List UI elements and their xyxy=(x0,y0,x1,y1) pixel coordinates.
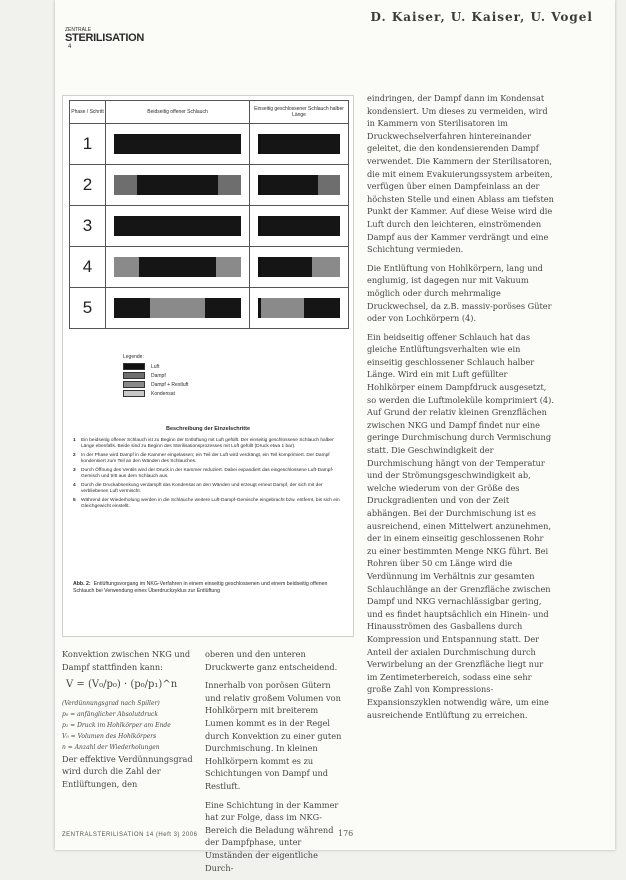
closed-tube xyxy=(258,216,340,236)
formula-lhs: V xyxy=(66,679,74,691)
journal-footer: ZENTRALSTERILISATION 14 (Heft 3) 2006 xyxy=(62,832,198,838)
open-tube-cell xyxy=(106,206,250,246)
variable-definition: p₁ = Druck im Hohlkörper am Ende xyxy=(62,721,171,729)
open-tube xyxy=(114,216,241,236)
legend-item xyxy=(123,381,188,388)
open-tube-cell xyxy=(106,124,250,164)
legend-swatch-steam xyxy=(123,372,145,379)
paper-page xyxy=(55,0,615,873)
legend-swatch-condensate xyxy=(123,390,145,397)
figure-grid xyxy=(69,100,349,329)
grid-header xyxy=(70,101,348,124)
right-column xyxy=(367,92,555,727)
legend-swatch-air xyxy=(123,363,145,370)
description-list xyxy=(73,438,347,513)
closed-tube xyxy=(258,175,340,195)
legend-swatch-mix xyxy=(123,381,145,388)
caption-label: Abb. 2: xyxy=(73,581,91,587)
caption-text: Entlüftungsvorgang im NKG-Verfahren in einem einseitig geschlossenen und einem beidseitig offenen Schlauch bei Verwendung eines Überdruckzyklus zur Entlüftung xyxy=(73,581,328,594)
closed-tube-cell xyxy=(250,206,348,246)
legend-label: Dampf + Restluft xyxy=(151,381,189,388)
legend-label: Kondensat xyxy=(151,390,175,397)
paragraph: oberen und den unteren Druckwerte ganz entscheidend. xyxy=(205,649,338,672)
legend-label: Luft xyxy=(151,363,160,370)
legend-item xyxy=(123,390,188,397)
description-item: 5 Während der Wiederholung werden in die Schläuche weitere Luft-Dampf-Gemische eingebracht bzw. entfernt, bis sich ein Gleichgewicht einstellt. xyxy=(73,498,340,509)
page-number: 176 xyxy=(338,829,354,838)
paragraph: eindringen, der Dampf dann im Kondensat kondensiert. Um dieses zu vermeiden, wird in Kammern von Sterilisatoren im Druckwechselverfahren hintereinander geleitet, die den kondensierenden Dampf verwendet. Die Kammern der Sterilisatoren, die mit einem Evakuierungssystem arbeiten, verfügen über einen Dampfeinlass an der höchsten Stelle und einen Ablass am tiefsten Punkt der Kammer. Auf diese Weise wird die Luft durch den leichteren, einströmenden Dampf aus der Kammer verdrängt und eine Schichtung vermieden. xyxy=(367,93,554,255)
variable-definition: n = Anzahl der Wiederholungen xyxy=(62,743,160,751)
header-phase: Phase / Schritt xyxy=(70,101,106,123)
formula-rhs: = (V₀/p₀) · (p₀/p₁)^n xyxy=(76,679,178,691)
open-tube-cell xyxy=(106,288,250,328)
phase-number: 3 xyxy=(70,206,106,246)
closed-tube xyxy=(258,257,340,277)
grid-row xyxy=(70,288,348,328)
closed-tube-cell xyxy=(250,124,348,164)
left-column xyxy=(62,648,200,797)
header-closed-tube: Einseitig geschlossener Schlauch halber Länge xyxy=(254,106,344,118)
phase-number: 5 xyxy=(70,288,106,328)
description-item: 2 In der Phase wird Dampf in die Kammer eingelassen; ein Teil der Luft wird verdrängt, ein Teil komprimiert. Der Dampf kondensiert zum Teil an den Wänden des Schlauches. xyxy=(73,453,330,464)
figure-caption xyxy=(73,581,347,595)
description-title: Beschreibung der Einzelschritte xyxy=(165,426,251,432)
description-item: 4 Durch die Druckabsenkung verdampft das Kondensat an den Wänden und erzeugt erneut Dampf, der sich mit der verbliebenen Luft vermischt. xyxy=(73,483,323,494)
closed-tube xyxy=(258,134,340,154)
variable-definition: p₀ = anfänglicher Absolutdruck xyxy=(62,710,159,718)
open-tube-cell xyxy=(106,165,250,205)
authors: D. Kaiser, U. Kaiser, U. Vogel xyxy=(370,10,593,24)
paragraph: Innerhalb von porösen Gütern und relativ großem Volumen von Hohlkörpern mit breiterem Lumen kommt es in der Regel durch Konvektion zu einer guten Durchmischung. In kleinen Hohlkörpern kommt es zu Schichtungen von Dampf und Restluft. xyxy=(205,680,342,791)
figure-legend xyxy=(123,354,188,399)
header-open-tube: Beidseitig offener Schlauch xyxy=(106,101,250,123)
variable-definition: V₀ = Volumen des Hohlkörpers xyxy=(62,732,157,740)
open-tube xyxy=(114,175,241,195)
middle-column xyxy=(205,648,343,880)
open-tube xyxy=(114,134,241,154)
closed-tube-cell xyxy=(250,247,348,287)
open-tube-cell xyxy=(106,247,250,287)
phase-number: 2 xyxy=(70,165,106,205)
figure-2 xyxy=(62,95,354,637)
phase-number: 1 xyxy=(70,124,106,164)
logo-small-text: ZENTRALE xyxy=(65,27,92,33)
closed-tube xyxy=(258,298,340,318)
legend-item xyxy=(123,363,188,370)
grid-row xyxy=(70,165,348,206)
grid-row xyxy=(70,206,348,247)
closed-tube-cell xyxy=(250,288,348,328)
legend-label: Dampf xyxy=(151,372,166,379)
paragraph: Der effektive Verdünnungsgrad wird durch die Zahl der Entlüftungen, den xyxy=(62,753,193,789)
legend-item xyxy=(123,372,188,379)
paragraph: Eine Schichtung in der Kammer hat zur Folge, dass im NKG-Bereich die Beladung während der Dampfphase, unter Umständen der eigentliche Durch- xyxy=(205,799,339,873)
grid-row xyxy=(70,124,348,165)
journal-logo xyxy=(65,27,144,50)
paragraph: Die Entlüftung von Hohlkörpern, lang und englumig, ist dagegen nur mit Vakuum möglich oder durch mehrmalige Druckwechsel, da z.B. massiv-poröses Güter oder von Lochkörpern (4). xyxy=(367,262,552,324)
legend-title: Legende: xyxy=(123,354,144,360)
closed-tube-cell xyxy=(250,165,348,205)
dilution-formula xyxy=(66,679,200,692)
phase-number: 4 xyxy=(70,247,106,287)
open-tube xyxy=(114,257,241,277)
paragraph: Ein beidseitig offener Schlauch hat das gleiche Entlüftungsverhalten wie ein einseitig geschlossener Schlauch halber Länge. Wird ein mit Luft gefüllter Hohlkörper einem Dampfdruck ausgesetzt, so werden die Luftmoleküle komprimiert (4). Auf Grund der relativ kleinen Grenzflächen zwischen NKG und Dampf findet nur eine geringe Durchmischung durch Vermischung statt. Die Geschwindigkeit der Durchmischung hängt von der Temperatur und der Strömungsgeschwindigkeit ab, welche wiederum von der Größe des Druckgradienten und von der Zeit abhängen. Bei der Durchmischung ist es ausreichend, einen Mittelwert anzunehmen, der in einem einseitig geschlossenen Rohr zu einer bestimmten Menge NKG führt. Bei Rohren über 50 cm Länge wird die Verdünnung im Verhältnis zur gesamten Schlauchlänge an der Grenzfläche zwischen Dampf und NKG vernachlässigbar gering, und es findet hauptsächlich ein Hinein- und Hinausströmen des Gasballens durch Kompression und Entspannung statt. Der Anteil der axialen Durchmischung durch Verwirbelung an der Grenzfläche liegt nur im Zentimeterbereich, sodass eine sehr große Zahl von Kompressions-Expansionszyklen notwendig wäre, um eine ausreichende Entlüftung zu erreichen. xyxy=(367,331,554,720)
logo-number: 4 xyxy=(68,44,72,50)
description-item: 1 Ein beidseitig offener Schlauch ist zu Beginn der Entlüftung mit Luft gefüllt. Der einseitig geschlossene Schlauch halber Länge ebenfalls. Beide sind zu Beginn des Sterilisationsprozesses mit Luft gefüllt (Druck etwa 1 bar). xyxy=(73,438,334,449)
logo-big-text: STERILISATION xyxy=(65,32,145,44)
formula-caption: (Verdünnungsgrad nach Spiller) xyxy=(62,699,160,707)
grid-row xyxy=(70,247,348,288)
description-item: 3 Durch Öffnung des Ventils wird der Druck in der Kammer reduziert. Dabei expandiert das eingeschlossene Luft-Dampf-Gemisch und tritt aus dem Schlauch aus. xyxy=(73,468,334,479)
open-tube xyxy=(114,298,241,318)
paragraph: Konvektion zwischen NKG und Dampf stattfinden kann: xyxy=(62,649,191,672)
